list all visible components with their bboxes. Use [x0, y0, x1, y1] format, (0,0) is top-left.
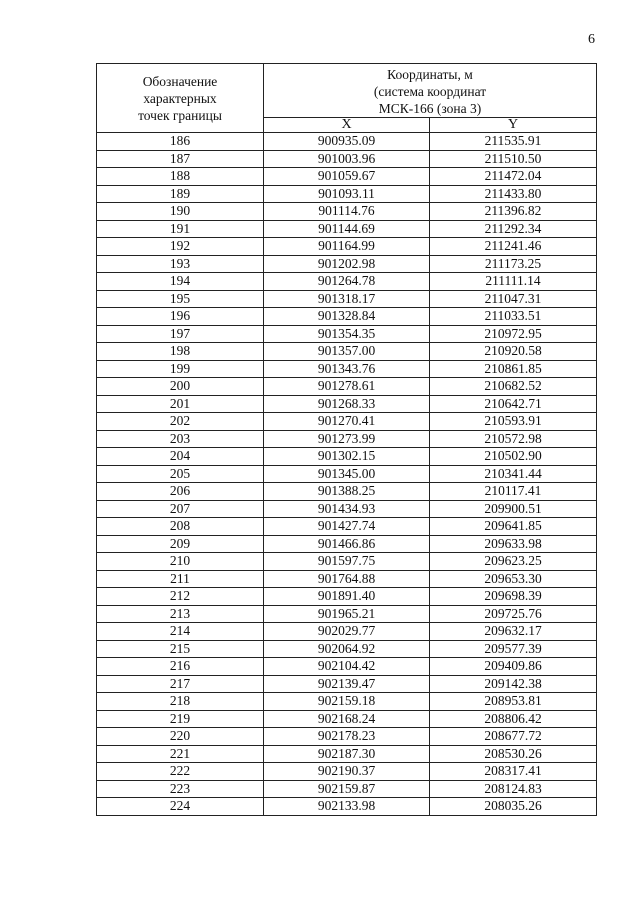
y-cell: 209698.39: [430, 588, 597, 606]
point-cell: 188: [97, 168, 264, 186]
point-cell: 187: [97, 150, 264, 168]
x-cell: 901466.86: [264, 535, 430, 553]
point-cell: 196: [97, 308, 264, 326]
y-cell: 211033.51: [430, 308, 597, 326]
x-cell: 902178.23: [264, 728, 430, 746]
x-cell: 901302.15: [264, 448, 430, 466]
table-row: [97, 675, 597, 693]
point-cell: 224: [97, 798, 264, 816]
header-point-line: точек границы: [138, 107, 222, 123]
point-cell: 205: [97, 465, 264, 483]
x-cell: 901328.84: [264, 308, 430, 326]
x-cell: 902139.47: [264, 675, 430, 693]
x-cell: 901114.76: [264, 203, 430, 221]
y-cell: 209142.38: [430, 675, 597, 693]
table-row: [97, 238, 597, 256]
point-cell: 223: [97, 780, 264, 798]
table-row: [97, 500, 597, 518]
point-cell: 190: [97, 203, 264, 221]
point-cell: 200: [97, 378, 264, 396]
table-row: [97, 640, 597, 658]
table-row: [97, 465, 597, 483]
header-coords-line: (система координат: [373, 84, 487, 99]
y-cell: 211111.14: [430, 273, 597, 291]
x-cell: 902133.98: [264, 798, 430, 816]
header-x: X: [264, 118, 430, 133]
table-row: [97, 798, 597, 816]
table-row: [97, 273, 597, 291]
y-cell: 211433.80: [430, 185, 597, 203]
table-row: [97, 623, 597, 641]
point-cell: 195: [97, 290, 264, 308]
x-cell: 901357.00: [264, 343, 430, 361]
y-cell: 210642.71: [430, 395, 597, 413]
header-point-line: характерных: [143, 90, 217, 106]
y-cell: 210920.58: [430, 343, 597, 361]
point-cell: 198: [97, 343, 264, 361]
y-cell: 209623.25: [430, 553, 597, 571]
table-row: [97, 710, 597, 728]
page-number: 6: [588, 32, 595, 47]
y-cell: 211292.34: [430, 220, 597, 238]
table-body: [97, 133, 597, 816]
x-cell: 901003.96: [264, 150, 430, 168]
x-cell: 901427.74: [264, 518, 430, 536]
y-cell: 208530.26: [430, 745, 597, 763]
table-row: [97, 780, 597, 798]
x-cell: 901434.93: [264, 500, 430, 518]
point-cell: 212: [97, 588, 264, 606]
point-cell: 218: [97, 693, 264, 711]
table-row: [97, 728, 597, 746]
y-cell: 211173.25: [430, 255, 597, 273]
y-cell: 210861.85: [430, 360, 597, 378]
point-cell: 220: [97, 728, 264, 746]
x-cell: 902159.18: [264, 693, 430, 711]
table-row: [97, 343, 597, 361]
x-cell: 902104.42: [264, 658, 430, 676]
x-cell: 902064.92: [264, 640, 430, 658]
table-row: [97, 203, 597, 221]
y-cell: 211472.04: [430, 168, 597, 186]
x-cell: 901354.35: [264, 325, 430, 343]
point-cell: 209: [97, 535, 264, 553]
x-cell: 901388.25: [264, 483, 430, 501]
table-row: [97, 535, 597, 553]
table-header-row: [97, 64, 597, 118]
point-cell: 192: [97, 238, 264, 256]
x-cell: 902190.37: [264, 763, 430, 781]
y-cell: 211396.82: [430, 203, 597, 221]
point-cell: 216: [97, 658, 264, 676]
x-cell: 901093.11: [264, 185, 430, 203]
point-cell: 186: [97, 133, 264, 151]
x-cell: 901264.78: [264, 273, 430, 291]
table-row: [97, 133, 597, 151]
table-row: [97, 185, 597, 203]
point-cell: 219: [97, 710, 264, 728]
table-row: [97, 483, 597, 501]
x-cell: 901202.98: [264, 255, 430, 273]
table-row: [97, 553, 597, 571]
y-cell: 210341.44: [430, 465, 597, 483]
point-cell: 204: [97, 448, 264, 466]
point-cell: 194: [97, 273, 264, 291]
header-point-line: Обозначение: [142, 73, 218, 89]
y-cell: 208124.83: [430, 780, 597, 798]
y-cell: 208317.41: [430, 763, 597, 781]
y-cell: 209633.98: [430, 535, 597, 553]
x-cell: 901764.88: [264, 570, 430, 588]
y-cell: 210593.91: [430, 413, 597, 431]
x-cell: 902159.87: [264, 780, 430, 798]
y-cell: 209632.17: [430, 623, 597, 641]
point-cell: 201: [97, 395, 264, 413]
point-cell: 193: [97, 255, 264, 273]
point-cell: 203: [97, 430, 264, 448]
table-row: [97, 413, 597, 431]
x-cell: 901144.69: [264, 220, 430, 238]
x-cell: 901343.76: [264, 360, 430, 378]
x-cell: 901345.00: [264, 465, 430, 483]
table-row: [97, 745, 597, 763]
table-row: [97, 168, 597, 186]
y-cell: 209577.39: [430, 640, 597, 658]
y-cell: 211510.50: [430, 150, 597, 168]
header-y: Y: [430, 118, 597, 133]
y-cell: 211535.91: [430, 133, 597, 151]
y-cell: 209409.86: [430, 658, 597, 676]
header-coords-line: Координаты, м: [387, 67, 473, 82]
point-cell: 211: [97, 570, 264, 588]
header-coordinates: [264, 64, 597, 118]
coordinates-table: [96, 63, 597, 816]
point-cell: 197: [97, 325, 264, 343]
y-cell: 210117.41: [430, 483, 597, 501]
point-cell: 214: [97, 623, 264, 641]
point-cell: 222: [97, 763, 264, 781]
point-cell: 213: [97, 605, 264, 623]
x-cell: 901270.41: [264, 413, 430, 431]
point-cell: 206: [97, 483, 264, 501]
y-cell: 209725.76: [430, 605, 597, 623]
point-cell: 215: [97, 640, 264, 658]
x-cell: 901597.75: [264, 553, 430, 571]
table-row: [97, 588, 597, 606]
y-cell: 208035.26: [430, 798, 597, 816]
y-cell: 210972.95: [430, 325, 597, 343]
x-cell: 901164.99: [264, 238, 430, 256]
y-cell: 211241.46: [430, 238, 597, 256]
point-cell: 189: [97, 185, 264, 203]
y-cell: 208806.42: [430, 710, 597, 728]
x-cell: 902187.30: [264, 745, 430, 763]
table-row: [97, 448, 597, 466]
point-cell: 217: [97, 675, 264, 693]
y-cell: 209900.51: [430, 500, 597, 518]
x-cell: 901891.40: [264, 588, 430, 606]
table-row: [97, 308, 597, 326]
y-cell: 210502.90: [430, 448, 597, 466]
point-cell: 199: [97, 360, 264, 378]
table-row: [97, 325, 597, 343]
x-cell: 901965.21: [264, 605, 430, 623]
table-row: [97, 220, 597, 238]
table-row: [97, 395, 597, 413]
x-cell: 902029.77: [264, 623, 430, 641]
table-row: [97, 255, 597, 273]
x-cell: 901278.61: [264, 378, 430, 396]
point-cell: 221: [97, 745, 264, 763]
header-coords-line: МСК-166 (зона 3): [378, 101, 482, 116]
y-cell: 209641.85: [430, 518, 597, 536]
table-row: [97, 378, 597, 396]
table-row: [97, 658, 597, 676]
table-row: [97, 360, 597, 378]
point-cell: 210: [97, 553, 264, 571]
point-cell: 207: [97, 500, 264, 518]
point-cell: 202: [97, 413, 264, 431]
y-cell: 208953.81: [430, 693, 597, 711]
y-cell: 208677.72: [430, 728, 597, 746]
point-cell: 208: [97, 518, 264, 536]
table-row: [97, 693, 597, 711]
x-cell: 902168.24: [264, 710, 430, 728]
y-cell: 210572.98: [430, 430, 597, 448]
header-point-designation: [97, 64, 264, 133]
table-row: [97, 430, 597, 448]
table-row: [97, 150, 597, 168]
table-row: [97, 290, 597, 308]
x-cell: 901059.67: [264, 168, 430, 186]
point-cell: 191: [97, 220, 264, 238]
table-row: [97, 570, 597, 588]
x-cell: 900935.09: [264, 133, 430, 151]
table-row: [97, 763, 597, 781]
x-cell: 901273.99: [264, 430, 430, 448]
y-cell: 209653.30: [430, 570, 597, 588]
table-row: [97, 518, 597, 536]
y-cell: 211047.31: [430, 290, 597, 308]
y-cell: 210682.52: [430, 378, 597, 396]
table-row: [97, 605, 597, 623]
x-cell: 901268.33: [264, 395, 430, 413]
x-cell: 901318.17: [264, 290, 430, 308]
